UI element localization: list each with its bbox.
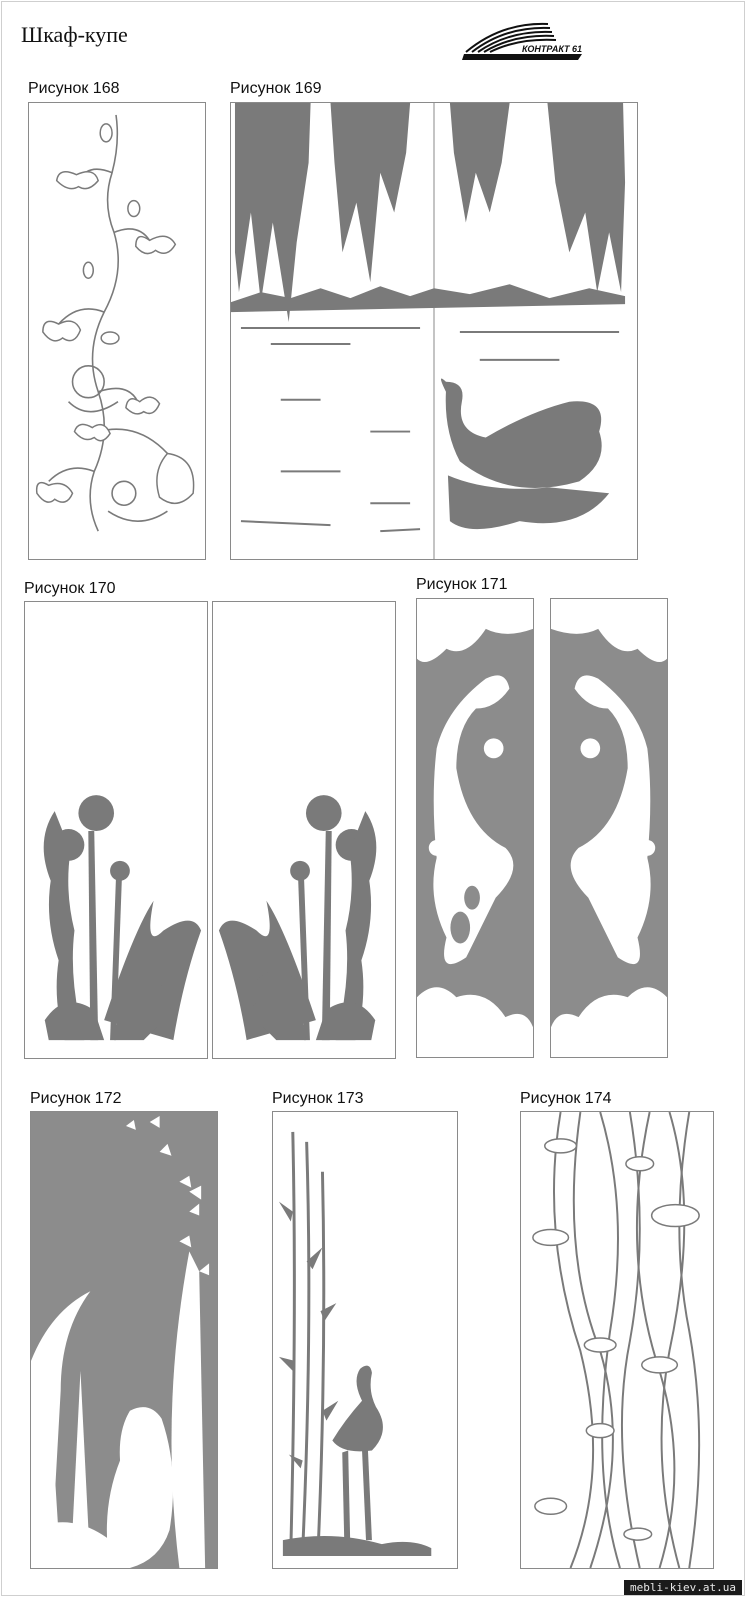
lotus-floral-pattern — [29, 103, 205, 559]
design-label-169: Рисунок 169 — [230, 80, 322, 97]
dandelion-pattern-left — [25, 602, 207, 1058]
design-label-174: Рисунок 174 — [520, 1090, 612, 1107]
footer-url[interactable]: mebli-kiev.at.ua — [624, 1580, 742, 1595]
dandelion-pattern-right — [213, 602, 395, 1058]
panel-171-right-peacock — [550, 598, 668, 1058]
panel-170-right-dandelion — [212, 601, 396, 1059]
logo-text: КОНТРАКТ 61 — [522, 44, 582, 54]
design-label-171: Рисунок 171 — [416, 576, 508, 593]
panel-170-left-dandelion — [24, 601, 208, 1059]
design-label-168: Рисунок 168 — [28, 80, 120, 97]
peacock-pattern-left — [417, 599, 533, 1057]
design-label-172: Рисунок 172 — [30, 1090, 122, 1107]
panel-168-lotus — [28, 102, 206, 560]
wavy-lines-pattern — [521, 1112, 713, 1568]
panel-173-bamboo-flamingo — [272, 1111, 458, 1569]
logo — [462, 16, 590, 60]
bamboo-flamingo-pattern — [273, 1112, 457, 1568]
panel-171-left-peacock — [416, 598, 534, 1058]
panel-169-swan-lake — [230, 102, 638, 560]
peacock-pattern-right — [551, 599, 667, 1057]
design-label-173: Рисунок 173 — [272, 1090, 364, 1107]
design-label-170: Рисунок 170 — [24, 580, 116, 597]
leopard-butterflies-pattern — [31, 1112, 217, 1568]
swan-lake-pattern — [231, 103, 637, 559]
page-title: Шкаф-купе — [21, 22, 128, 47]
panel-174-waves — [520, 1111, 714, 1569]
panel-172-leopard — [30, 1111, 218, 1569]
